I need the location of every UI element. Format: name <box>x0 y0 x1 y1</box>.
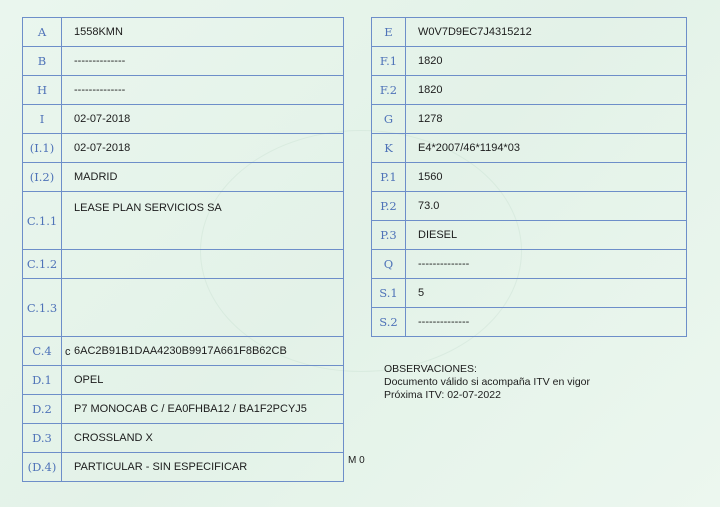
field-code: P.3 <box>372 221 406 250</box>
field-row-k <box>372 134 687 163</box>
field-code: E <box>372 18 406 47</box>
field-row-h <box>23 76 344 105</box>
left-fields-table <box>22 17 344 482</box>
field-row-b <box>23 47 344 76</box>
field-row-d1 <box>23 366 344 395</box>
field-code: P.1 <box>372 163 406 192</box>
field-row-c13 <box>23 279 344 337</box>
field-row-d2 <box>23 395 344 424</box>
field-row-e <box>372 18 687 47</box>
field-code: D.3 <box>23 424 62 453</box>
field-code: D.2 <box>23 395 62 424</box>
field-row-i1 <box>23 134 344 163</box>
field-code: P.2 <box>372 192 406 221</box>
field-value: 5 <box>406 279 687 308</box>
field-row-p2 <box>372 192 687 221</box>
observations-line: Próxima ITV: 02-07-2022 <box>384 389 501 401</box>
field-code: A <box>23 18 62 47</box>
observations-block <box>384 363 590 402</box>
field-code: S.1 <box>372 279 406 308</box>
field-row-p1 <box>372 163 687 192</box>
field-code: K <box>372 134 406 163</box>
field-code: C.1.1 <box>23 192 62 250</box>
field-code: C.1.3 <box>23 279 62 337</box>
field-row-f1 <box>372 47 687 76</box>
field-code: S.2 <box>372 308 406 337</box>
m0-mark: M 0 <box>348 455 365 466</box>
right-fields-table <box>371 17 687 337</box>
field-code: F.1 <box>372 47 406 76</box>
field-value: 1558KMN <box>62 18 344 47</box>
field-value: 1278 <box>406 105 687 134</box>
field-row-c11 <box>23 192 344 250</box>
field-code: H <box>23 76 62 105</box>
field-value: LEASE PLAN SERVICIOS SA <box>62 192 344 250</box>
field-code: B <box>23 47 62 76</box>
field-value: -------------- <box>406 250 687 279</box>
field-value: -------------- <box>406 308 687 337</box>
observations-line: Documento válido si acompaña ITV en vigor <box>384 376 591 388</box>
field-value: 73.0 <box>406 192 687 221</box>
field-value: 1560 <box>406 163 687 192</box>
field-value: OPEL <box>62 366 344 395</box>
field-row-s2 <box>372 308 687 337</box>
field-value: 6AC2B91B1DAA4230B9917A661F8B62CB <box>62 337 344 366</box>
field-value: PARTICULAR - SIN ESPECIFICAR <box>62 453 344 482</box>
field-row-g <box>372 105 687 134</box>
field-code: C.1.2 <box>23 250 62 279</box>
field-row-i <box>23 105 344 134</box>
field-row-c12 <box>23 250 344 279</box>
field-value: MADRID <box>62 163 344 192</box>
field-code: (D.4) <box>23 453 62 482</box>
field-code: G <box>372 105 406 134</box>
field-row-p3 <box>372 221 687 250</box>
field-code: I <box>23 105 62 134</box>
field-code: Q <box>372 250 406 279</box>
field-code: D.1 <box>23 366 62 395</box>
field-code: (I.1) <box>23 134 62 163</box>
field-row-q <box>372 250 687 279</box>
field-value: 1820 <box>406 47 687 76</box>
field-value: E4*2007/46*1194*03 <box>406 134 687 163</box>
field-value: 02-07-2018 <box>62 105 344 134</box>
field-row-a <box>23 18 344 47</box>
field-value: -------------- <box>62 76 344 105</box>
field-row-s1 <box>372 279 687 308</box>
field-row-d4 <box>23 453 344 482</box>
field-value: CROSSLAND X <box>62 424 344 453</box>
field-value: DIESEL <box>406 221 687 250</box>
field-row-i2 <box>23 163 344 192</box>
field-code: (I.2) <box>23 163 62 192</box>
observations-heading: OBSERVACIONES: <box>384 363 477 375</box>
field-value: -------------- <box>62 47 344 76</box>
field-code: C.4 <box>23 337 62 366</box>
field-row-d3 <box>23 424 344 453</box>
field-value: P7 MONOCAB C / EA0FHBA12 / BA1F2PCYJ5 <box>62 395 344 424</box>
field-value: 02-07-2018 <box>62 134 344 163</box>
field-value <box>62 250 344 279</box>
field-code: F.2 <box>372 76 406 105</box>
field-row-f2 <box>372 76 687 105</box>
field-value: W0V7D9EC7J4315212 <box>406 18 687 47</box>
field-value: 1820 <box>406 76 687 105</box>
field-value <box>62 279 344 337</box>
c4-prefix: c <box>65 346 71 358</box>
